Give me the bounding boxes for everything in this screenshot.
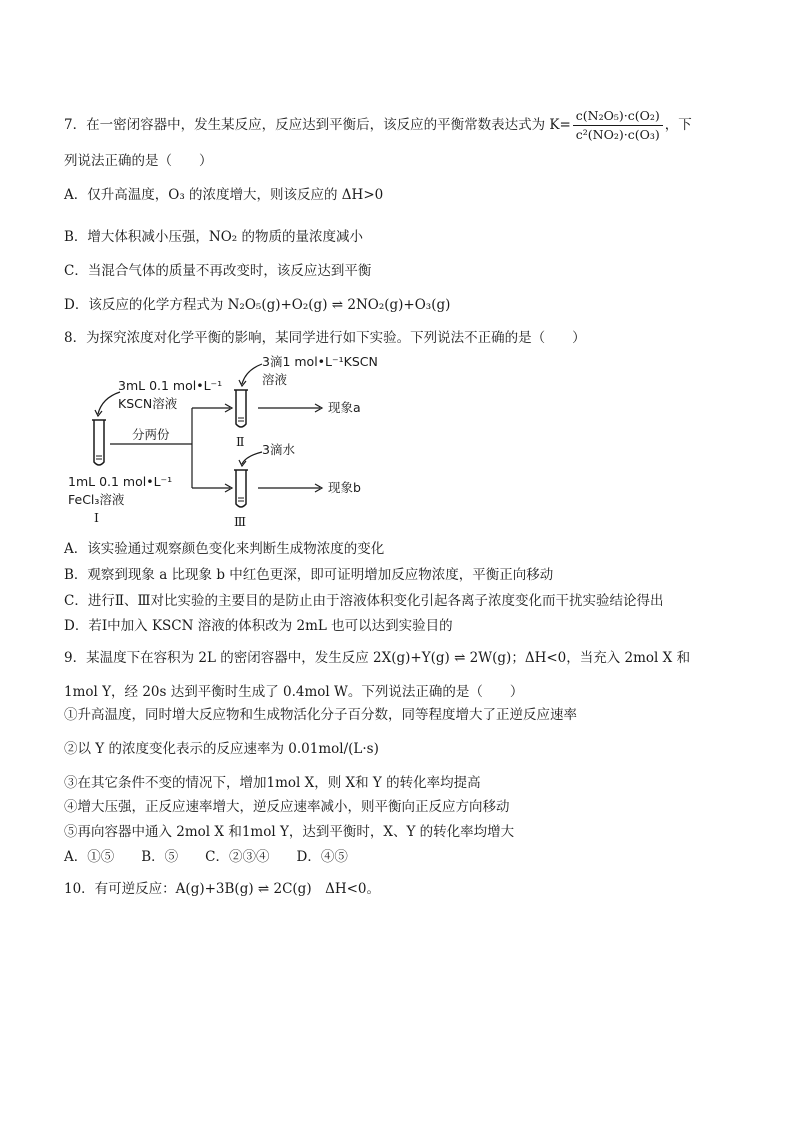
result-b: 现象b bbox=[328, 480, 361, 495]
tube2-add-b: 溶液 bbox=[262, 372, 288, 387]
fraction-denominator: c²(NO₂)·c(O₃) bbox=[575, 127, 660, 142]
test-tube-1 bbox=[92, 420, 106, 465]
q9-item-4: ④增大压强，正反应速率增大，逆反应速率减小，则平衡向正反应方向移动 bbox=[64, 799, 510, 815]
q9-stem-line2: 1mol Y，经 20s 达到平衡时生成了 0.4mol W。下列说法正确的是（ ） bbox=[64, 684, 524, 700]
q8-option-d: D．若Ⅰ中加入 KSCN 溶液的体积改为 2mL 也可以达到实验目的 bbox=[64, 618, 453, 634]
split-label: 分两份 bbox=[132, 427, 170, 442]
add-label-a: 3mL 0.1 mol•L⁻¹ bbox=[118, 378, 223, 393]
q7-stem-pre: 7．在一密闭容器中，发生某反应，反应达到平衡后，该反应的平衡常数表达式为 K= bbox=[64, 117, 571, 133]
test-tube-2 bbox=[234, 390, 248, 427]
q7-option-b: B．增大体积减小压强，NO₂ 的物质的量浓度减小 bbox=[64, 229, 364, 245]
q9-item-5: ⑤再向容器中通入 2mol X 和1mol Y，达到平衡时，X、Y 的转化率均增大 bbox=[64, 824, 515, 840]
tube1-label-a: 1mL 0.1 mol•L⁻¹ bbox=[68, 474, 173, 489]
q9-item-1: ①升高温度，同时增大反应物和生成物活化分子百分数，同等程度增大了正逆反应速率 bbox=[64, 707, 577, 723]
q9-stem-line1: 9．某温度下在容积为 2L 的密闭容器中，发生反应 2X(g)+Y(g) ⇌ 2W(g)；ΔH<0，当充入 2mol X 和 bbox=[64, 650, 691, 666]
q8-stem: 8．为探究浓度对化学平衡的影响，某同学进行如下实验。下列说法不正确的是（ ） bbox=[64, 330, 586, 346]
tube3-add: 3滴水 bbox=[262, 442, 295, 457]
add-kscn-arrow bbox=[98, 392, 120, 414]
q9-options: A．①⑤ B．⑤ C．②③④ D．④⑤ bbox=[64, 849, 348, 865]
q7-option-d: D．该反应的化学方程式为 N₂O₅(g)+O₂(g) ⇌ 2NO₂(g)+O₃(g) bbox=[64, 297, 451, 313]
add-label-b: KSCN溶液 bbox=[118, 396, 178, 411]
q7-stem-line1 bbox=[64, 108, 692, 143]
q7-option-c: C．当混合气体的质量不再改变时，该反应达到平衡 bbox=[64, 263, 372, 279]
q9-item-3: ③在其它条件不变的情况下，增加1mol X，则 X和 Y 的转化率均提高 bbox=[64, 775, 481, 791]
q8-option-a: A．该实验通过观察颜色变化来判断生成物浓度的变化 bbox=[64, 541, 385, 557]
q7-stem-line2: 列说法正确的是（ ） bbox=[64, 153, 213, 169]
result-a: 现象a bbox=[328, 400, 361, 415]
q7-stem-post: ，下 bbox=[664, 117, 692, 133]
q8-option-c: C．进行Ⅱ、Ⅲ对比实验的主要目的是防止由于溶液体积变化引起各离子浓度变化而干扰实验结论得出 bbox=[64, 593, 664, 609]
q9-item-2: ②以 Y 的浓度变化表示的反应速率为 0.01mol/(L·s) bbox=[64, 741, 379, 757]
fraction-numerator: c(N₂O₅)·c(O₂) bbox=[573, 108, 663, 126]
tube2-add-a: 3滴1 mol•L⁻¹KSCN bbox=[262, 354, 378, 369]
tube1-label-b: FeCl₃溶液 bbox=[68, 492, 125, 507]
q10-stem: 10．有可逆反应：A(g)+3B(g) ⇌ 2C(g) ΔH<0。 bbox=[64, 881, 381, 897]
equilibrium-constant-fraction bbox=[573, 108, 663, 143]
test-tube-3 bbox=[234, 470, 248, 507]
tube2-roman: Ⅱ bbox=[236, 434, 245, 449]
experiment-diagram bbox=[62, 350, 392, 530]
tube3-roman: Ⅲ bbox=[234, 514, 247, 529]
q7-option-a: A．仅升高温度，O₃ 的浓度增大，则该反应的 ΔH>0 bbox=[64, 187, 384, 203]
tube1-roman: Ⅰ bbox=[94, 510, 99, 525]
q8-option-b: B．观察到现象 a 比现象 b 中红色更深，即可证明增加反应物浓度，平衡正向移动 bbox=[64, 567, 554, 583]
